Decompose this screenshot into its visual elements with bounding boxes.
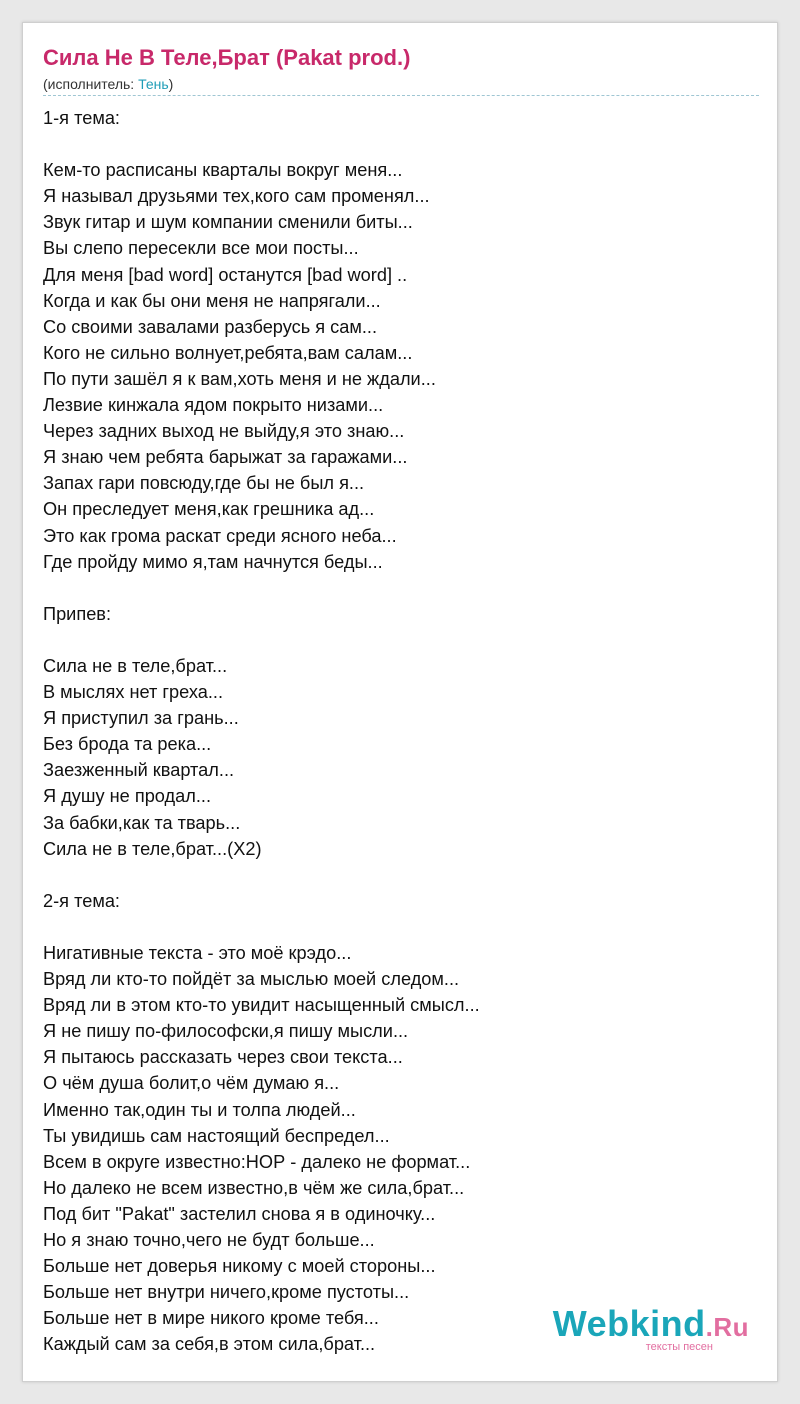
lyric-line [43,862,759,888]
lyric-line: Я душу не продал... [43,786,212,807]
lyric-line: Всем в округе известно:НОР - далеко не формат... [43,1151,471,1172]
lyric-line: Но я знаю точно,чего не будт больше... [43,1230,375,1251]
watermark-tagline: тексты песен [645,1341,713,1353]
lyric-line: Вряд ли в этом кто-то увидит насыщенный смысл... [43,995,480,1016]
lyric-line [43,575,759,601]
lyric-line: Припев: [43,603,112,624]
song-title: Сила Не В Теле,Брат (Pakat prod.) [43,45,411,70]
lyric-line: Через задних выход не выйду,я это знаю... [43,421,405,442]
lyric-line: Заезженный квартал... [43,760,235,781]
watermark-brand: Webkind [552,1303,706,1344]
lyric-line: Под бит "Pakat" застелил снова я в одиночку... [43,1203,436,1224]
lyric-line [43,914,759,940]
lyric-line: Но далеко не всем известно,в чём же сила,брат... [43,1177,465,1198]
lyric-line [43,627,759,653]
artist-prefix: (исполнитель: [43,76,139,92]
lyric-line: Без брода та река... [43,734,212,755]
lyric-line: Именно так,один ты и толпа людей... [43,1099,356,1120]
lyric-line: Кого не сильно волнует,ребята,вам салам... [43,342,413,363]
lyric-line: Это как грома раскат среди ясного неба... [43,525,397,546]
lyric-line: Запах гари повсюду,где бы не был я... [43,473,365,494]
lyric-line: Больше нет в мире никого кроме тебя... [43,1308,379,1329]
lyric-line: Я знаю чем ребята барыжат за гаражами... [43,447,408,468]
lyric-line: 1-я тема: [43,108,120,128]
lyric-line: 2-я тема: [43,890,120,911]
lyric-line [43,131,759,157]
lyric-line: Он преследует меня,как грешника ад... [43,499,375,520]
lyric-line: Когда и как бы они меня не напрягали... [43,290,381,311]
lyric-line: Больше нет внутри ничего,кроме пустоты... [43,1282,410,1303]
lyric-line: О чём душа болит,о чём думаю я... [43,1073,340,1094]
lyric-line: Нигативные текста - это моё крэдо... [43,943,352,963]
artist-link[interactable]: Тень [138,76,169,92]
lyric-line: Вы слепо пересекли все мои посты... [43,238,359,259]
lyric-line: Вряд ли кто-то пойдёт за мыслью моей следом... [43,969,460,990]
watermark-tld: .Ru [705,1312,749,1342]
lyric-line: За бабки,как та тварь... [43,812,241,833]
lyrics-card [22,22,778,1382]
lyric-line: По пути зашёл я к вам,хоть меня и не ждали... [43,368,436,389]
lyric-line: Каждый сам за себя,в этом сила,брат... [43,1334,376,1355]
lyric-line: Сила не в теле,брат... [43,655,228,676]
lyric-line: Со своими завалами разберусь я сам... [43,316,377,337]
lyric-line: В мыслях нет греха... [43,682,224,703]
artist-line [43,76,173,92]
lyric-line: Кем-то расписаны кварталы вокруг меня... [43,160,403,181]
lyric-line: Для меня [bad word] останутся [bad word] .. [43,264,408,285]
lyric-line: Я называл друзьями тех,кого сам променял... [43,186,430,207]
artist-suffix: ) [168,76,174,92]
lyrics-text [43,105,759,1358]
lyric-line: Больше нет доверья никому с моей стороны... [43,1256,436,1277]
lyric-line: Звук гитар и шум компании сменили биты... [43,212,413,233]
lyric-line: Ты увидишь сам настоящий беспредел... [43,1125,390,1146]
lyric-line: Я не пишу по-философски,я пишу мысли... [43,1021,409,1042]
lyric-line: Сила не в теле,брат...(Х2) [43,838,262,859]
lyric-line: Я приступил за грань... [43,708,239,729]
lyric-line: Я пытаюсь рассказать через свои текста... [43,1047,403,1068]
lyric-line: Где пройду мимо я,там начнутся беды... [43,551,383,572]
lyric-line: Лезвие кинжала ядом покрыто низами... [43,395,384,416]
title-divider [43,95,759,96]
